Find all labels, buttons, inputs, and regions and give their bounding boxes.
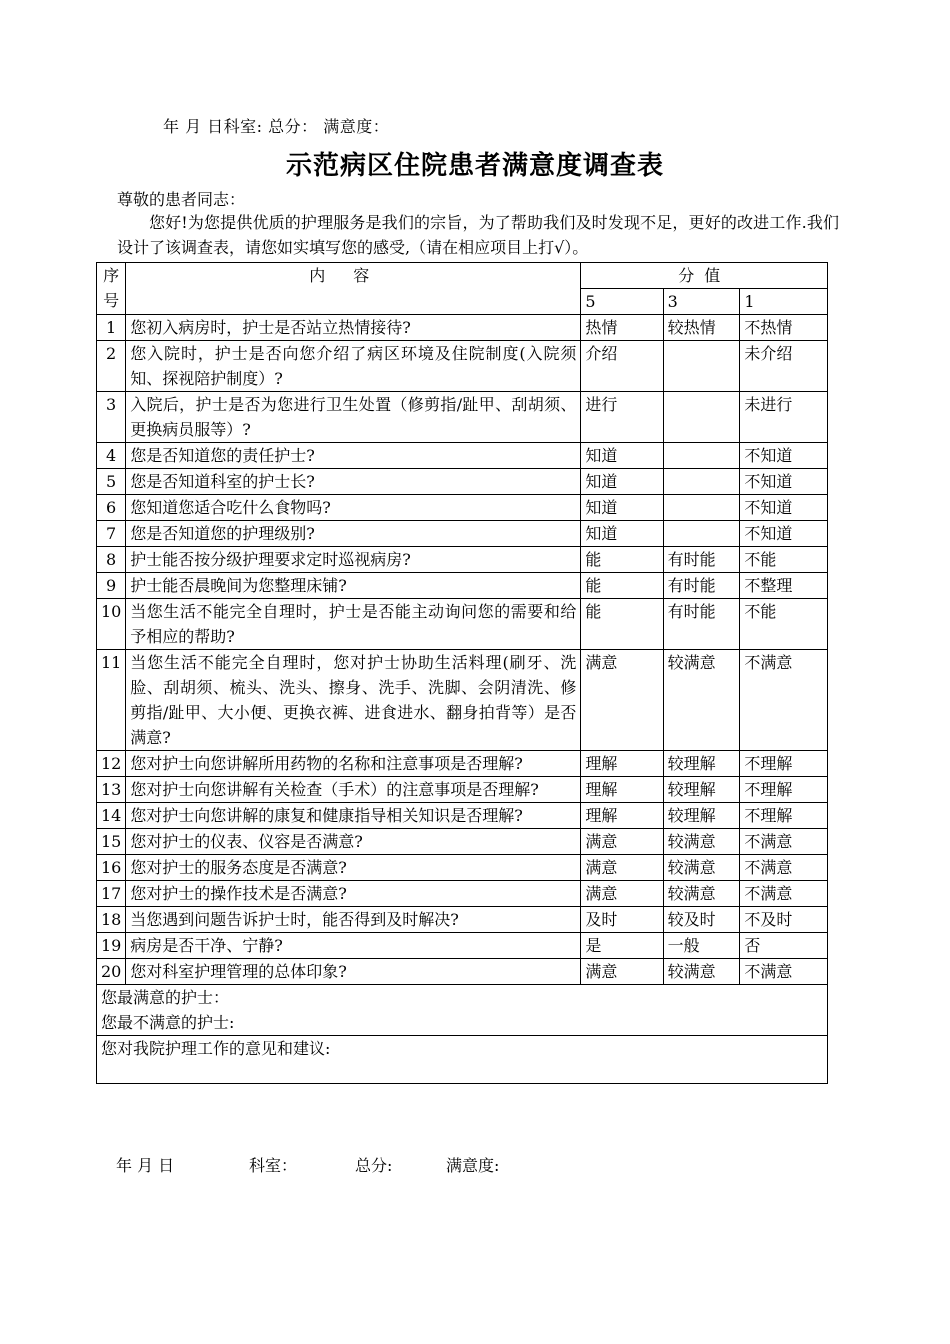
table-row	[97, 547, 828, 573]
row-number: 14	[97, 803, 126, 829]
footer-line	[116, 1153, 499, 1176]
header-date-line: 年 月 日科室: 总分： 满意度：	[163, 117, 390, 136]
question-text: 护士能否按分级护理要求定时巡视病房?	[126, 547, 581, 573]
row-number: 17	[97, 881, 126, 907]
option-score-3[interactable]	[663, 392, 740, 443]
row-number: 2	[97, 341, 126, 392]
option-score-3[interactable]: 较满意	[663, 959, 740, 985]
option-score-1[interactable]: 不满意	[740, 881, 828, 907]
option-score-3[interactable]	[663, 495, 740, 521]
option-score-3[interactable]	[663, 469, 740, 495]
option-score-5[interactable]: 理解	[581, 803, 663, 829]
option-score-5[interactable]: 能	[581, 547, 663, 573]
option-score-1[interactable]: 不理解	[740, 777, 828, 803]
table-row	[97, 469, 828, 495]
question-text: 您对护士向您讲解的康复和健康指导相关知识是否理解?	[126, 803, 581, 829]
row-number: 1	[97, 315, 126, 341]
row-number: 13	[97, 777, 126, 803]
row-number: 19	[97, 933, 126, 959]
score-3: 3	[663, 289, 740, 315]
footer-dept: 科室：	[249, 1156, 298, 1175]
table-header-row	[97, 263, 828, 289]
table-row	[97, 751, 828, 777]
option-score-1[interactable]: 不理解	[740, 751, 828, 777]
row-number: 6	[97, 495, 126, 521]
most-satisfied-nurse-label: 您最满意的护士：	[101, 988, 230, 1007]
option-score-1[interactable]: 不知道	[740, 495, 828, 521]
table-row	[97, 521, 828, 547]
question-text: 您是否知道您的责任护士?	[126, 443, 581, 469]
option-score-5[interactable]: 热情	[581, 315, 663, 341]
question-text: 病房是否干净、宁静?	[126, 933, 581, 959]
least-satisfied-nurse-label: 您最不满意的护士:	[101, 1013, 235, 1032]
option-score-1[interactable]: 不能	[740, 599, 828, 650]
table-row	[97, 443, 828, 469]
option-score-1[interactable]: 未介绍	[740, 341, 828, 392]
question-text: 您对科室护理管理的总体印象?	[126, 959, 581, 985]
table-row	[97, 907, 828, 933]
page-title: 示范病区住院患者满意度调查表	[285, 151, 664, 181]
row-number: 15	[97, 829, 126, 855]
option-score-1[interactable]: 不能	[740, 547, 828, 573]
option-score-3[interactable]: 较满意	[663, 829, 740, 855]
nurse-feedback-cell[interactable]	[97, 985, 828, 1036]
suggestions-row	[97, 1036, 828, 1084]
option-score-5[interactable]: 能	[581, 599, 663, 650]
row-number: 7	[97, 521, 126, 547]
option-score-3[interactable]: 较理解	[663, 803, 740, 829]
question-text: 当您生活不能完全自理时，您对护士协助生活料理(刷牙、洗脸、刮胡须、梳头、洗头、擦身、洗手、洗脚、会阴清洗、修剪指/趾甲、大小便、更换衣裤、进食进水、翻身拍背等）是否满意?	[126, 650, 581, 751]
option-score-1[interactable]: 不知道	[740, 443, 828, 469]
option-score-3[interactable]: 较满意	[663, 650, 740, 751]
table-row	[97, 855, 828, 881]
option-score-1[interactable]: 不知道	[740, 521, 828, 547]
greeting: 尊敬的患者同志：	[117, 190, 246, 209]
score-5: 5	[581, 289, 663, 315]
option-score-1[interactable]: 未进行	[740, 392, 828, 443]
footer-total: 总分:	[355, 1156, 393, 1175]
question-text: 您对护士向您讲解所用药物的名称和注意事项是否理解?	[126, 751, 581, 777]
option-score-5[interactable]: 是	[581, 933, 663, 959]
row-number: 18	[97, 907, 126, 933]
option-score-5[interactable]: 满意	[581, 650, 663, 751]
option-score-5[interactable]: 知道	[581, 521, 663, 547]
table-row	[97, 959, 828, 985]
option-score-3[interactable]: 较满意	[663, 855, 740, 881]
table-row	[97, 650, 828, 751]
option-score-5[interactable]: 满意	[581, 855, 663, 881]
table-row	[97, 777, 828, 803]
question-text: 您是否知道您的护理级别?	[126, 521, 581, 547]
table-row	[97, 573, 828, 599]
question-text: 当您遇到问题告诉护士时，能否得到及时解决?	[126, 907, 581, 933]
option-score-5[interactable]: 知道	[581, 495, 663, 521]
row-number: 11	[97, 650, 126, 751]
option-score-5[interactable]: 满意	[581, 829, 663, 855]
row-number: 8	[97, 547, 126, 573]
option-score-3[interactable]	[663, 521, 740, 547]
table-row	[97, 829, 828, 855]
table-row	[97, 933, 828, 959]
option-score-1[interactable]: 不理解	[740, 803, 828, 829]
option-score-1[interactable]: 不知道	[740, 469, 828, 495]
option-score-1[interactable]: 不整理	[740, 573, 828, 599]
table-row	[97, 495, 828, 521]
question-text: 您初入病房时，护士是否站立热情接待?	[126, 315, 581, 341]
table-row	[97, 803, 828, 829]
row-number: 5	[97, 469, 126, 495]
question-text: 当您生活不能完全自理时，护士是否能主动询问您的需要和给予相应的帮助?	[126, 599, 581, 650]
option-score-5[interactable]: 及时	[581, 907, 663, 933]
suggestions-label: 您对我院护理工作的意见和建议:	[101, 1039, 331, 1058]
option-score-3[interactable]: 有时能	[663, 573, 740, 599]
option-score-5[interactable]: 满意	[581, 881, 663, 907]
option-score-3[interactable]: 较理解	[663, 751, 740, 777]
option-score-5[interactable]: 理解	[581, 751, 663, 777]
footer-satisfaction: 满意度:	[446, 1156, 500, 1175]
table-row	[97, 341, 828, 392]
header-score: 分值	[581, 263, 828, 289]
question-text: 入院后，护士是否为您进行卫生处置（修剪指/趾甲、刮胡须、更换病员服等）?	[126, 392, 581, 443]
option-score-3[interactable]: 较满意	[663, 881, 740, 907]
option-score-1[interactable]: 不及时	[740, 907, 828, 933]
option-score-1[interactable]: 不满意	[740, 855, 828, 881]
table-row	[97, 315, 828, 341]
row-number: 12	[97, 751, 126, 777]
row-number: 3	[97, 392, 126, 443]
option-score-3[interactable]	[663, 443, 740, 469]
table-row	[97, 599, 828, 650]
option-score-3[interactable]: 较理解	[663, 777, 740, 803]
row-number: 9	[97, 573, 126, 599]
row-number: 10	[97, 599, 126, 650]
option-score-3[interactable]: 一般	[663, 933, 740, 959]
option-score-1[interactable]: 不满意	[740, 959, 828, 985]
option-score-5[interactable]: 能	[581, 573, 663, 599]
header-serial-number: 序号	[97, 263, 126, 315]
question-text: 您是否知道科室的护士长?	[126, 469, 581, 495]
option-score-3[interactable]: 较热情	[663, 315, 740, 341]
option-score-5[interactable]: 进行	[581, 392, 663, 443]
option-score-1[interactable]: 不满意	[740, 650, 828, 751]
option-score-1[interactable]: 否	[740, 933, 828, 959]
nurse-feedback-row	[97, 985, 828, 1036]
option-score-5[interactable]: 满意	[581, 959, 663, 985]
option-score-5[interactable]: 理解	[581, 777, 663, 803]
option-score-5[interactable]: 知道	[581, 469, 663, 495]
option-score-3[interactable]: 较及时	[663, 907, 740, 933]
suggestions-cell[interactable]	[97, 1036, 828, 1084]
question-text: 您入院时，护士是否向您介绍了病区环境及住院制度(入院须知、探视陪护制度）?	[126, 341, 581, 392]
table-row	[97, 392, 828, 443]
question-text: 您对护士向您讲解有关检查（手术）的注意事项是否理解?	[126, 777, 581, 803]
row-number: 16	[97, 855, 126, 881]
option-score-3[interactable]	[663, 341, 740, 392]
header-content: 内容	[126, 263, 581, 315]
intro-paragraph: 您好!为您提供优质的护理服务是我们的宗旨，为了帮助我们及时发现不足，更好的改进工作.我们设计了该调查表，请您如实填写您的感受,（请在相应项目上打√）。	[117, 213, 839, 257]
option-score-5[interactable]: 知道	[581, 443, 663, 469]
row-number: 4	[97, 443, 126, 469]
option-score-1[interactable]: 不满意	[740, 829, 828, 855]
row-number: 20	[97, 959, 126, 985]
table-row	[97, 881, 828, 907]
question-text: 您知道您适合吃什么食物吗?	[126, 495, 581, 521]
question-text: 您对护士的服务态度是否满意?	[126, 855, 581, 881]
question-text: 您对护士的操作技术是否满意?	[126, 881, 581, 907]
option-score-3[interactable]: 有时能	[663, 547, 740, 573]
survey-table	[96, 262, 828, 1084]
option-score-5[interactable]: 介绍	[581, 341, 663, 392]
score-1: 1	[740, 289, 828, 315]
option-score-1[interactable]: 不热情	[740, 315, 828, 341]
question-text: 您对护士的仪表、仪容是否满意?	[126, 829, 581, 855]
option-score-3[interactable]: 有时能	[663, 599, 740, 650]
footer-date: 年 月 日	[116, 1156, 175, 1175]
question-text: 护士能否晨晚间为您整理床铺?	[126, 573, 581, 599]
